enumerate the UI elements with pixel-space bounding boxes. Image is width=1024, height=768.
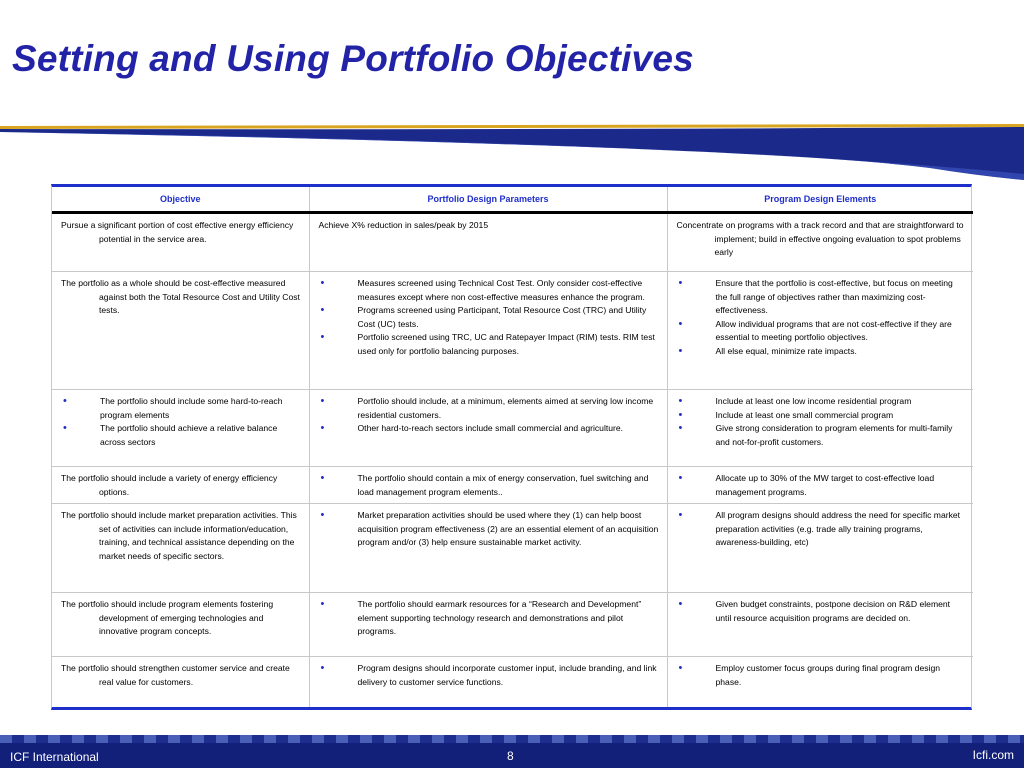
objective-cell	[52, 390, 309, 467]
cell-text: The portfolio should include a variety of energy efficiency options.	[61, 473, 278, 497]
bullet-item: • Market preparation activities should be used where they (1) can help boost acquisition program effectiveness (2) are an essential element of an acquisition program and/or (3) help ensure sustainable market activity.	[319, 509, 659, 550]
portfolio-cell	[309, 390, 667, 467]
header-swoosh	[0, 118, 1024, 180]
table-header-row	[52, 187, 973, 213]
objective-cell	[52, 504, 309, 593]
program-cell	[667, 272, 973, 390]
program-cell	[667, 213, 973, 272]
portfolio-cell	[309, 657, 667, 707]
program-cell	[667, 593, 973, 657]
program-cell	[667, 657, 973, 707]
bullet-item: • Ensure that the portfolio is cost-effective, but focus on meeting the full range of objectives rather than maximizing cost-effectiveness.	[677, 277, 966, 318]
table-row	[52, 467, 973, 504]
table-row	[52, 390, 973, 467]
footer-website: Icfi.com	[972, 748, 1014, 762]
bullet-item: • All else equal, minimize rate impacts.	[677, 345, 966, 359]
bullet-item: • Employ customer focus groups during final program design phase.	[677, 662, 966, 689]
portfolio-cell	[309, 467, 667, 504]
footer-pattern-band	[0, 735, 1024, 743]
table-row	[52, 213, 973, 272]
objective-cell	[52, 213, 309, 272]
bullet-item: • Include at least one small commercial program	[677, 409, 966, 423]
portfolio-cell	[309, 593, 667, 657]
bullet-item: • The portfolio should contain a mix of energy conservation, fuel switching and load management program elements..	[319, 472, 659, 499]
bullet-item: • The portfolio should achieve a relative balance across sectors	[61, 422, 301, 449]
bullet-item: • Include at least one low income residential program	[677, 395, 966, 409]
table-row	[52, 272, 973, 390]
cell-text: Pursue a significant portion of cost effective energy efficiency potential in the service area.	[61, 220, 294, 244]
footer-bar	[0, 735, 1024, 768]
program-cell	[667, 390, 973, 467]
program-cell	[667, 504, 973, 593]
table-row	[52, 593, 973, 657]
cell-text: The portfolio should strengthen customer service and create real value for customers.	[61, 663, 290, 687]
col-header-objective: Objective	[52, 187, 309, 213]
cell-text: Concentrate on programs with a track record and that are straightforward to implement; build in effective ongoing evaluation to spot problems early	[676, 220, 964, 258]
bullet-item: • Portfolio should include, at a minimum, elements aimed at serving low income residential customers.	[319, 395, 659, 422]
bullet-item: • Other hard-to-reach sectors include small commercial and agriculture.	[319, 422, 659, 436]
page-number: 8	[507, 749, 514, 763]
slide-title: Setting and Using Portfolio Objectives	[12, 38, 694, 79]
table-row	[52, 657, 973, 707]
portfolio-cell	[309, 272, 667, 390]
cell-text: Achieve X% reduction in sales/peak by 2015	[318, 220, 489, 230]
bullet-item: • Allocate up to 30% of the MW target to cost-effective load management programs.	[677, 472, 966, 499]
bullet-item: • The portfolio should include some hard-to-reach program elements	[61, 395, 301, 422]
cell-text: The portfolio should include market preparation activities. This set of activities can include information/education, training, and technical assistance depending on the market needs of specific sectors.	[61, 510, 297, 561]
bullet-item: • Give strong consideration to program elements for multi-family and not-for-profit customers.	[677, 422, 966, 449]
portfolio-cell	[309, 213, 667, 272]
cell-text: The portfolio as a whole should be cost-effective measured against both the Total Resource Cost and Utility Cost tests.	[61, 278, 300, 316]
bullet-item: • All program designs should address the need for specific market preparation activities (e.g. trade ally training programs, awareness-building, etc)	[677, 509, 966, 550]
objective-cell	[52, 272, 309, 390]
objectives-table	[51, 184, 972, 710]
portfolio-cell	[309, 504, 667, 593]
objective-cell	[52, 657, 309, 707]
bullet-item: • Measures screened using Technical Cost Test. Only consider cost-effective measures except where non cost-effective measures enhance the program.	[319, 277, 659, 304]
col-header-program-design: Program Design Elements	[667, 187, 973, 213]
bullet-item: • Given budget constraints, postpone decision on R&D element until resource acquisition programs are decided on.	[677, 598, 966, 625]
footer-org-name: ICF International	[10, 750, 99, 764]
cell-text: The portfolio should include program elements fostering development of emerging technologies and innovative program concepts.	[61, 599, 274, 637]
col-header-portfolio-design: Portfolio Design Parameters	[309, 187, 667, 213]
bullet-item: • Allow individual programs that are not cost-effective if they are essential to meeting portfolio objectives.	[677, 318, 966, 345]
table-row	[52, 504, 973, 593]
objective-cell	[52, 593, 309, 657]
bullet-item: • The portfolio should earmark resources for a “Research and Development” element supporting technology research and demonstrations and pilot programs.	[319, 598, 659, 639]
objective-cell	[52, 467, 309, 504]
bullet-item: • Portfolio screened using TRC, UC and Ratepayer Impact (RIM) tests. RIM test used only for portfolio balancing purposes.	[319, 331, 659, 358]
bullet-item: • Programs screened using Participant, Total Resource Cost (TRC) and Utility Cost (UC) tests.	[319, 304, 659, 331]
bullet-item: • Program designs should incorporate customer input, include branding, and link delivery to customer service functions.	[319, 662, 659, 689]
program-cell	[667, 467, 973, 504]
